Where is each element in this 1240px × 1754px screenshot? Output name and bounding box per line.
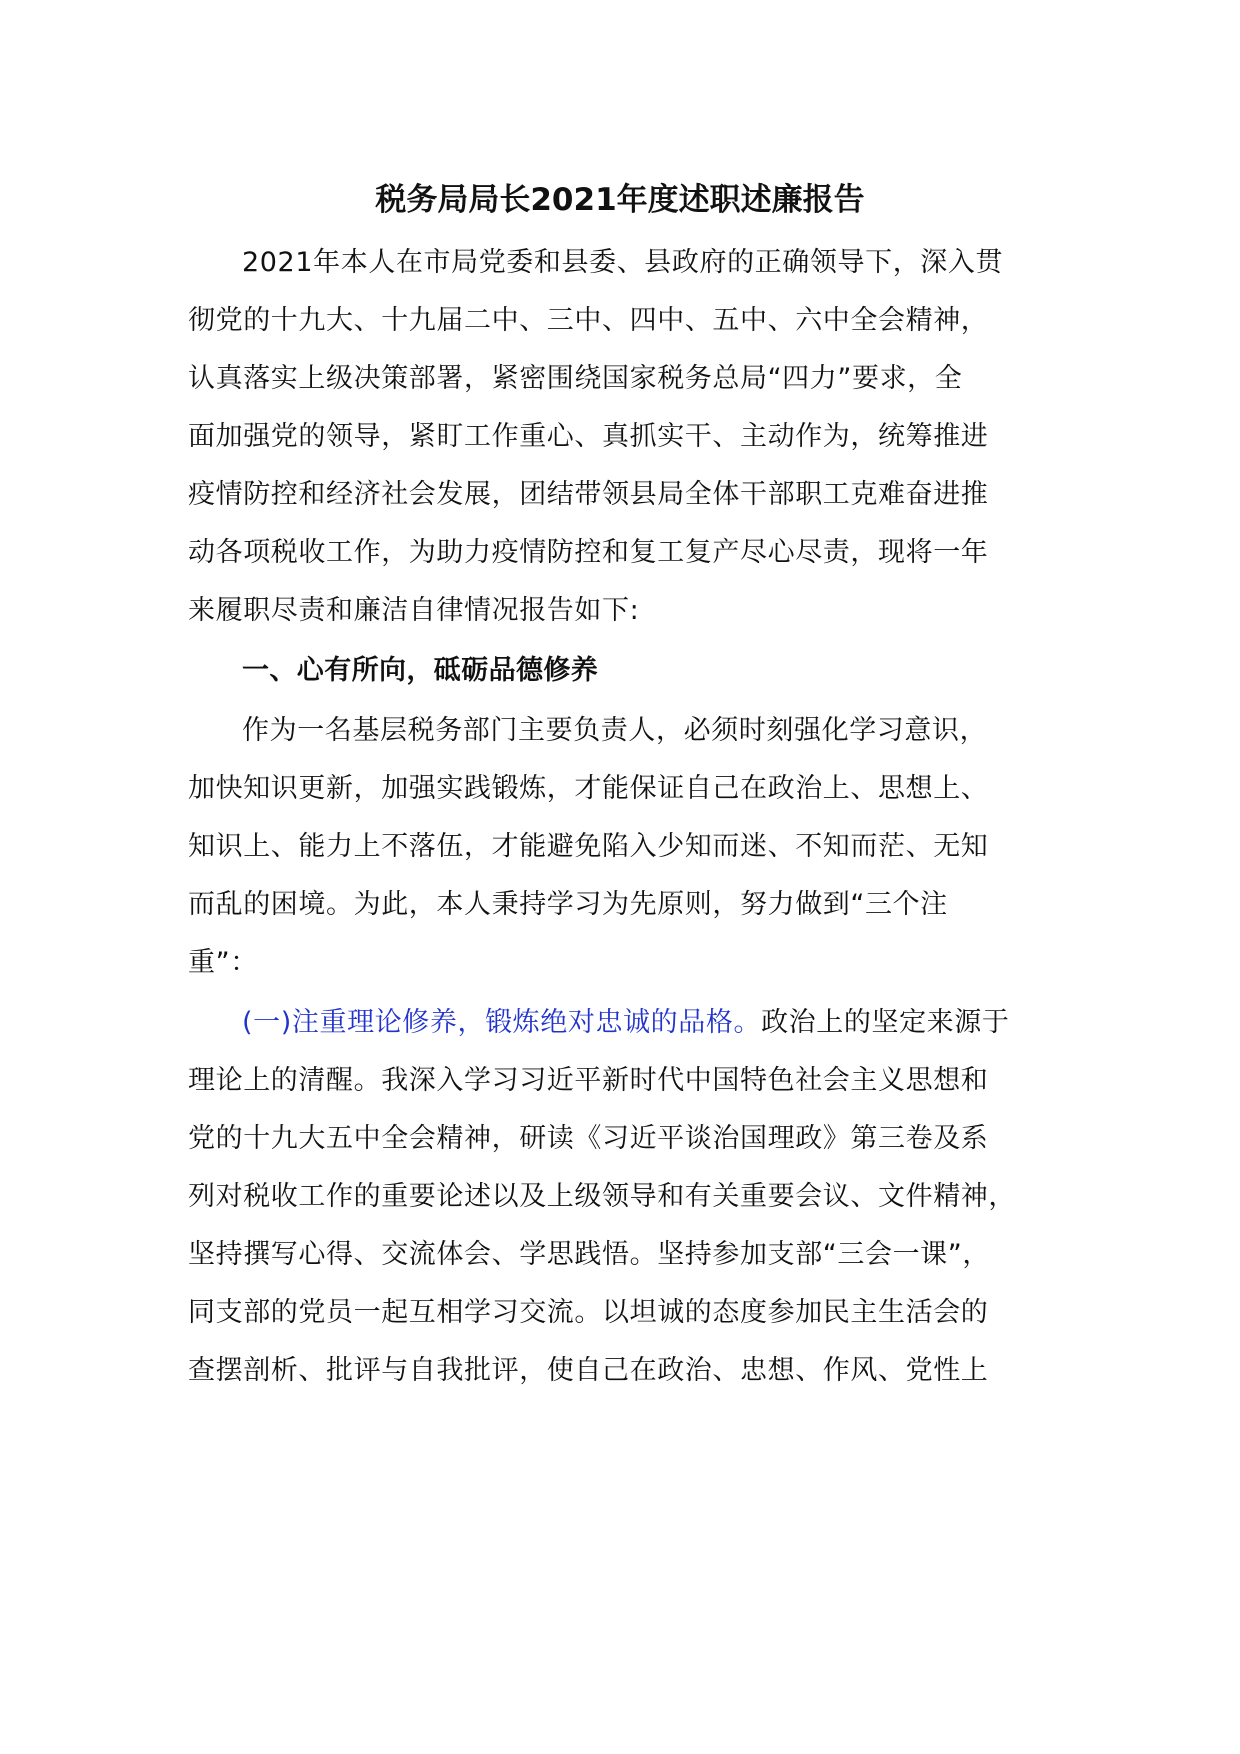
- subsection-line: 列对税收工作的重要论述以及上级领导和有关重要会议、文件精神，: [188, 1181, 1016, 1212]
- document-title: 税务局局长2021年度述职述廉报告: [375, 182, 865, 218]
- intro-line: 认真落实上级决策部署，紧密围绕国家税务总局“四力”要求，全: [188, 363, 963, 394]
- subsection-line: 坚持撰写心得、交流体会、学思践悟。坚持参加支部“三会一课”，: [188, 1239, 990, 1270]
- subsection-first-line: [242, 1004, 1009, 1042]
- section-paragraph-line: 知识上、能力上不落伍，才能避免陷入少知而迷、不知而茫、无知: [188, 831, 989, 862]
- intro-line: 来履职尽责和廉洁自律情况报告如下:: [188, 595, 640, 626]
- intro-line: 动各项税收工作，为助力疫情防控和复工复产尽心尽责，现将一年: [188, 537, 989, 568]
- subsection-highlight: (一)注重理论修养，锻炼绝对忠诚的品格。: [242, 1007, 762, 1038]
- subsection-line: 查摆剖析、批评与自我批评，使自己在政治、忠想、作风、党性上: [188, 1355, 989, 1386]
- subsection-line: 党的十九大五中全会精神，研读《习近平谈治国理政》第三卷及系: [188, 1123, 989, 1154]
- section-heading: 一、心有所向，砥砺品德修养: [242, 655, 599, 686]
- intro-line: 2021年本人在市局党委和县委、县政府的正确领导下，深入贯: [242, 247, 1004, 278]
- section-paragraph-line: 作为一名基层税务部门主要负责人，必须时刻强化学习意识，: [242, 715, 988, 746]
- section-paragraph-line: 加快知识更新，加强实践锻炼，才能保证自己在政治上、思想上、: [188, 773, 989, 804]
- subsection-line: 理论上的清醒。我深入学习习近平新时代中国特色社会主义思想和: [188, 1065, 989, 1096]
- intro-line: 面加强党的领导，紧盯工作重心、真抓实干、主动作为，统筹推进: [188, 421, 989, 452]
- subsection-line: 同支部的党员一起互相学习交流。以坦诚的态度参加民主生活会的: [188, 1297, 989, 1328]
- intro-line: 彻党的十九大、十九届二中、三中、四中、五中、六中全会精神，: [188, 305, 989, 336]
- section-paragraph-line: 而乱的困境。为此，本人秉持学习为先原则，努力做到“三个注: [188, 889, 948, 920]
- subsection-first-line-rest: 政治上的坚定来源于: [761, 1007, 1010, 1038]
- intro-line: 疫情防控和经济社会发展，团结带领县局全体干部职工克难奋进推: [188, 479, 989, 510]
- section-paragraph-line: 重”：: [188, 947, 258, 978]
